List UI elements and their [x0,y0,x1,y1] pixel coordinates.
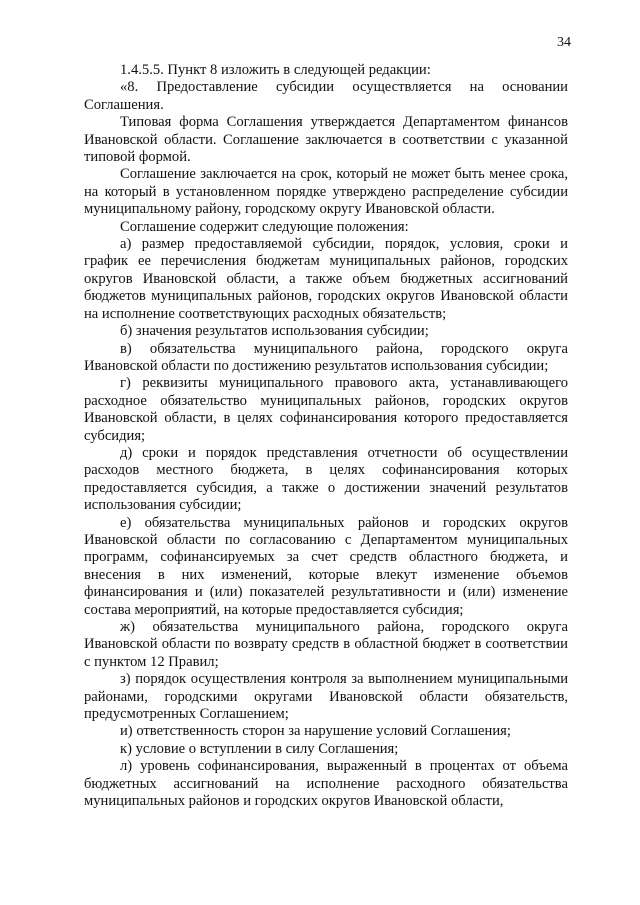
list-item-zh: ж) обязательства муниципального района, городского округа Ивановской области по возврату средств в областной бюджет в соответствии с пунктом 12 Правил; [84,619,568,670]
list-item-z: з) порядок осуществления контроля за выполнением муниципальными районами, городскими округами Ивановской области обязательств, предусмотренных Соглашением; [84,671,568,723]
list-item-a: а) размер предоставляемой субсидии, порядок, условия, сроки и график ее перечисления бюджетам муниципальных районов, городских округов Ивановской области, а также объем бюджетных ассигнований бюджетов муниципальных районов, городских округов Ивановской области на исполнение соответствующих расходных обязательств; [84,236,568,322]
list-item-l: л) уровень софинансирования, выраженный в процентах от объема бюджетных ассигнований на исполнение расходного обязательства муниципальных районов и городских округов Ивановской области, [84,758,568,810]
list-item-d: д) сроки и порядок представления отчетности об осуществлении расходов местного бюджета, в целях софинансирования которых предоставляется субсидия, а также о достижении значений результатов использования субсидии; [84,444,568,514]
list-item-v: в) обязательства муниципального района, городского округа Ивановской области по достижению результатов использования субсидии; [84,340,568,374]
paragraph-agreement-term: Соглашение заключается на срок, который не может быть менее срока, на который в установленном порядке утверждено распределение субсидии муниципальному району, городскому округу Ивановской области. [84,166,568,218]
list-item-b: б) значения результатов использования субсидии; [120,323,429,340]
paragraph-provisions-intro: Соглашение содержит следующие положения: [120,218,409,235]
paragraph-typical-form: Типовая форма Соглашения утверждается Департаментом финансов Ивановской области. Соглашение заключается в соответствии с указанной типовой формой. [84,114,568,166]
list-item-e: е) обязательства муниципальных районов и городских округов Ивановской области по согласованию с Департаментом муниципальных программ, софинансируемых за счет средств областного бюджета, и внесения в них изменений, которые влекут изменение объемов финансирования и (или) показателей результативности и (или) изменение состава мероприятий, на которые предоставляется субсидия; [84,514,568,618]
page-number: 34 [557,35,571,50]
list-item-g: г) реквизиты муниципального правового акта, устанавливающего расходное обязательство муниципальных районов, городских округов Ивановской области, в целях софинансирования которого предоставляется субсидия; [84,375,568,444]
list-item-i: и) ответственность сторон за нарушение условий Соглашения; [120,723,511,740]
list-item-k: к) условие о вступлении в силу Соглашения; [120,740,399,757]
paragraph-clause-title: 1.4.5.5. Пункт 8 изложить в следующей редакции: [120,62,431,78]
paragraph-item-8: «8. Предоставление субсидии осуществляется на основании Соглашения. [84,79,568,113]
document-body [84,62,568,810]
